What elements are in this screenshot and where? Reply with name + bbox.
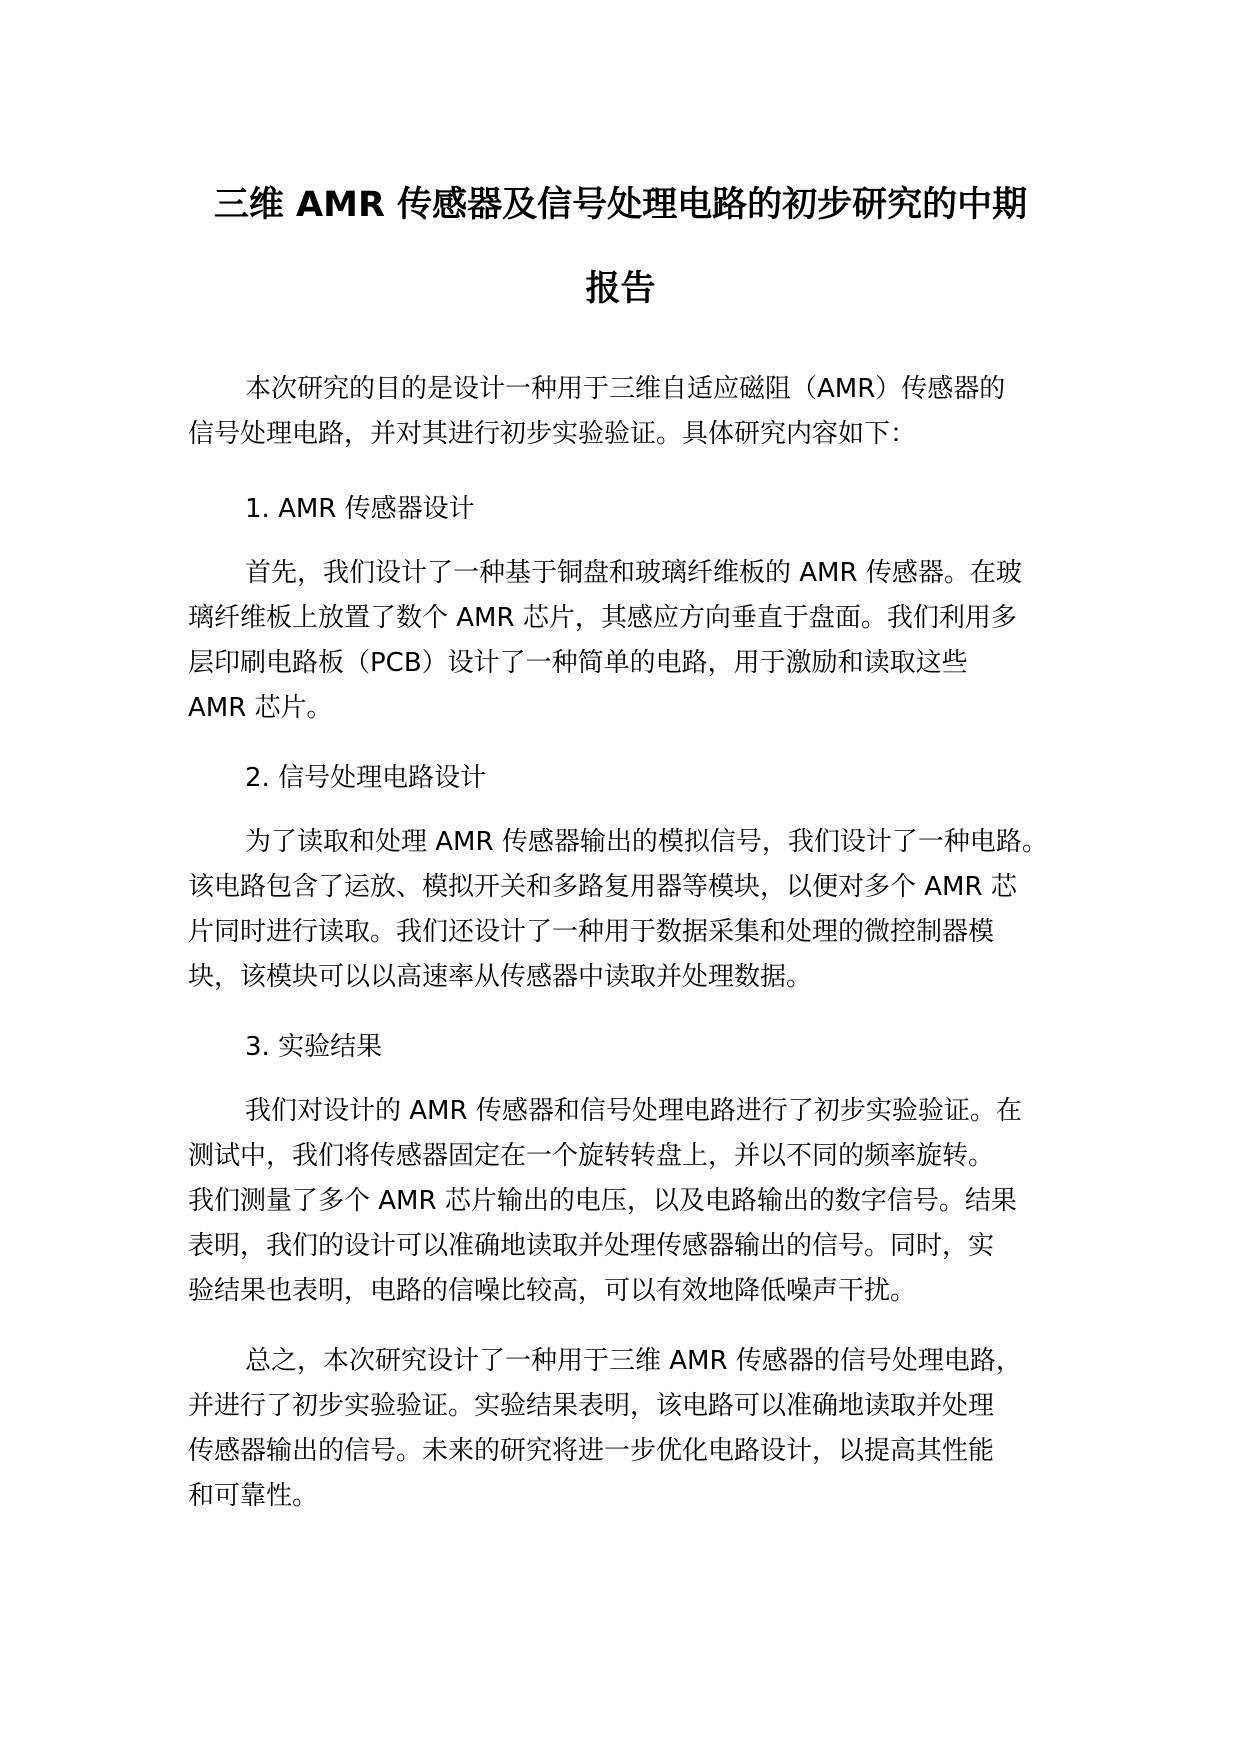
paragraph-line: 层印刷电路板（PCB）设计了一种简单的电路，用于激励和读取这些 — [188, 648, 968, 678]
paragraph-line: 传感器输出的信号。未来的研究将进一步优化电路设计，以提高其性能 — [188, 1436, 995, 1466]
heading-text: 1. AMR 传感器设计 — [245, 494, 475, 524]
section-3-paragraph — [188, 1089, 1068, 1314]
paragraph-line: 该电路包含了运放、模拟开关和多路复用器等模块，以便对多个 AMR 芯 — [188, 872, 1017, 902]
section-2-paragraph — [188, 820, 1068, 1000]
paragraph-line: AMR 芯片。 — [188, 693, 333, 723]
paragraph-line: 片同时进行读取。我们还设计了一种用于数据采集和处理的微控制器模 — [188, 917, 995, 947]
heading-text: 2. 信号处理电路设计 — [245, 763, 487, 793]
paragraph-line: 璃纤维板上放置了数个 AMR 芯片，其感应方向垂直于盘面。我们利用多 — [188, 603, 1017, 633]
paragraph-line: 我们测量了多个 AMR 芯片输出的电压，以及电路输出的数字信号。结果 — [188, 1186, 1017, 1216]
paragraph-line: 和可靠性。 — [188, 1481, 319, 1511]
intro-paragraph — [188, 367, 1068, 457]
section-1-heading — [188, 487, 1068, 532]
paragraph-line: 我们对设计的 AMR 传感器和信号处理电路进行了初步实验验证。在 — [245, 1096, 1022, 1126]
paragraph-line: 表明，我们的设计可以准确地读取并处理传感器输出的信号。同时，实 — [188, 1231, 995, 1261]
section-2-heading — [188, 756, 1068, 801]
document-title-line-1: 三维 AMR 传感器及信号处理电路的初步研究的中期 — [213, 185, 1028, 225]
paragraph-line: 块，该模块可以以高速率从传感器中读取并处理数据。 — [188, 962, 813, 992]
paragraph-line: 测试中，我们将传感器固定在一个旋转转盘上，并以不同的频率旋转。 — [188, 1141, 995, 1171]
heading-text: 3. 实验结果 — [245, 1032, 383, 1062]
paragraph-line: 验结果也表明，电路的信噪比较高，可以有效地降低噪声干扰。 — [188, 1276, 917, 1306]
section-1-paragraph — [188, 551, 1068, 731]
paragraph-line: 并进行了初步实验验证。实验结果表明，该电路可以准确地读取并处理 — [188, 1391, 995, 1421]
document-title-line-2: 报告 — [585, 269, 656, 309]
paragraph-line: 本次研究的目的是设计一种用于三维自适应磁阻（AMR）传感器的 — [245, 374, 1006, 404]
paragraph-line: 总之，本次研究设计了一种用于三维 AMR 传感器的信号处理电路， — [245, 1346, 1022, 1376]
paragraph-line: 为了读取和处理 AMR 传感器输出的模拟信号，我们设计了一种电路。 — [245, 827, 1048, 857]
paragraph-line: 信号处理电路，并对其进行初步实验验证。具体研究内容如下： — [188, 419, 917, 449]
section-3-heading — [188, 1025, 1068, 1070]
conclusion-paragraph — [188, 1339, 1068, 1519]
paragraph-line: 首先，我们设计了一种基于铜盘和玻璃纤维板的 AMR 传感器。在玻 — [245, 558, 1022, 588]
